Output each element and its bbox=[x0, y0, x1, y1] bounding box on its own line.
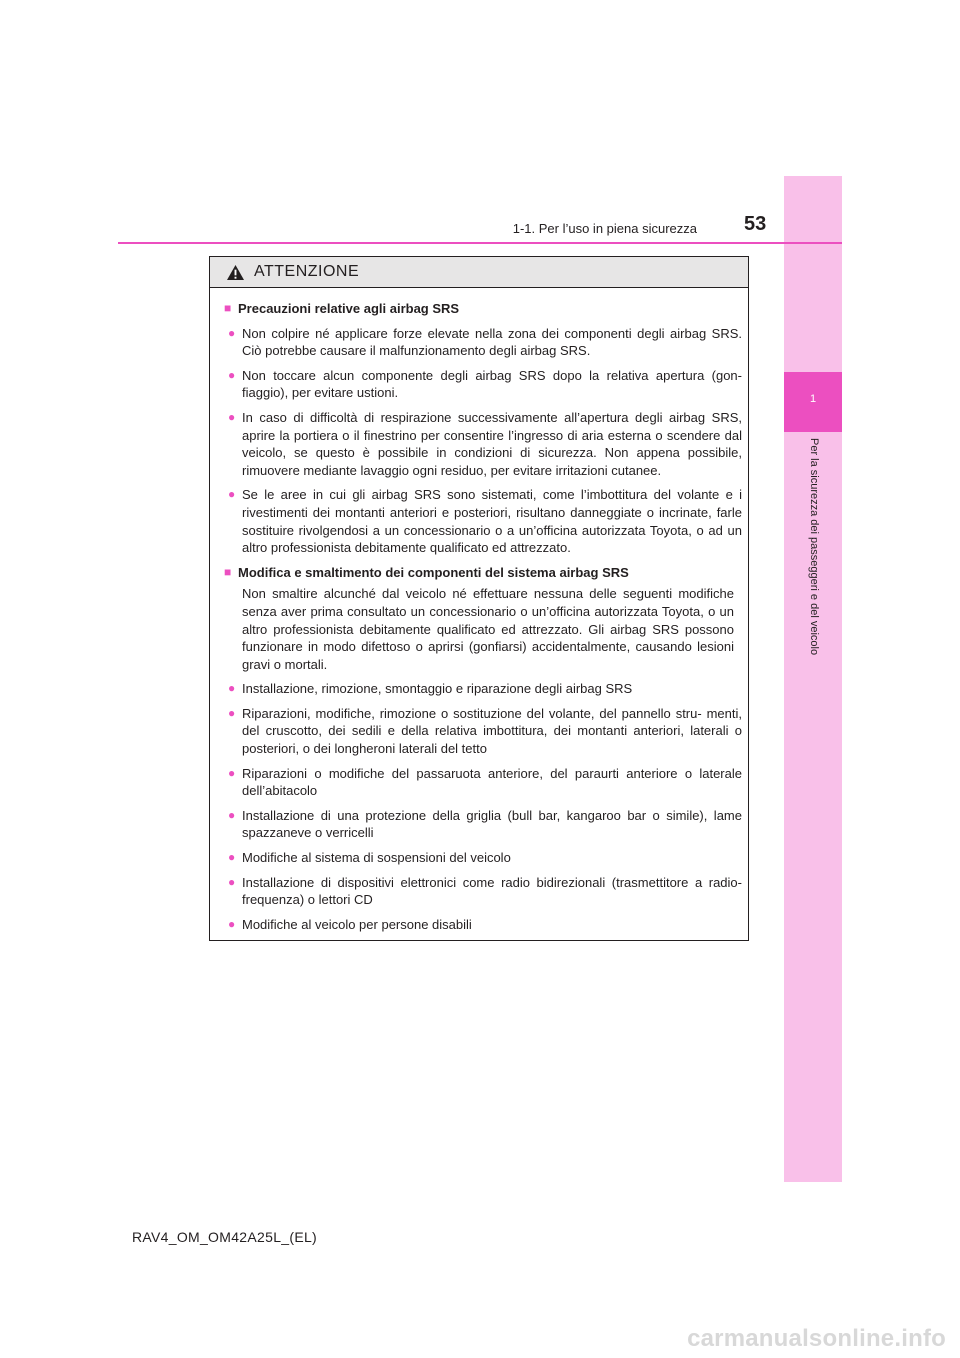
square-bullet-icon: ■ bbox=[224, 564, 232, 579]
page-number: 53 bbox=[744, 213, 767, 235]
dot-bullet-icon: ● bbox=[228, 325, 236, 340]
list-item: ● Modifiche al veicolo per persone disabili bbox=[228, 916, 472, 932]
warning-body bbox=[210, 288, 748, 933]
list-item: ● Riparazioni o modifiche del passaruota anteriore, del paraurti anteriore o laterale dell’abitacolo bbox=[228, 765, 742, 799]
section-heading: ■ Modifica e smaltimento dei componenti del sistema airbag SRS bbox=[224, 564, 629, 580]
list-item: ● Non colpire né applicare forze elevate nella zona dei componenti degli airbag SRS. Ciò potrebbe causare il malfunzionamento degli airbag SRS. bbox=[228, 325, 742, 359]
dot-bullet-icon: ● bbox=[228, 409, 236, 424]
dot-bullet-icon: ● bbox=[228, 765, 236, 780]
watermark[interactable]: carmanualsonline.info bbox=[687, 1325, 946, 1352]
dot-bullet-icon: ● bbox=[228, 850, 236, 865]
dot-bullet-icon: ● bbox=[228, 487, 236, 502]
warning-header bbox=[210, 257, 748, 288]
dot-bullet-icon: ● bbox=[228, 874, 236, 889]
dot-bullet-icon: ● bbox=[228, 681, 236, 696]
chapter-number: 1 bbox=[809, 393, 817, 405]
list-item: ● Non toccare alcun componente degli airbag SRS dopo la relativa apertura (gon- fiaggio), per evitare ustioni. bbox=[228, 367, 742, 401]
section-heading: ■ Precauzioni relative agli airbag SRS bbox=[224, 301, 460, 316]
dot-bullet-icon: ● bbox=[228, 705, 236, 720]
list-item: ● Installazione, rimozione, smontaggio e riparazione degli airbag SRS bbox=[228, 681, 633, 697]
warning-title: ATTENZIONE bbox=[254, 263, 360, 280]
dot-bullet-icon: ● bbox=[228, 367, 236, 382]
warning-triangle-icon bbox=[226, 264, 245, 281]
list-item: ● In caso di difficoltà di respirazione successivamente all’apertura degli airbag SRS, aprire la portiera o il finestrino per consentire l’ingresso di aria esterna o scendere dal veicolo, se questo è possibile in condizioni di sicurezza. Non appena possibile, rimuovere mediante lavaggio ogni residuo, per evitare irritazioni cutanee. bbox=[228, 409, 742, 478]
list-item: ● Modifiche al sistema di sospensioni del veicolo bbox=[228, 850, 511, 866]
dot-bullet-icon: ● bbox=[228, 807, 236, 822]
document-code: RAV4_OM_OM42A25L_(EL) bbox=[132, 1229, 318, 1245]
section-title: 1-1. Per l’uso in piena sicurezza bbox=[512, 221, 697, 236]
chapter-title: Per la sicurezza dei passeggeri e del veicolo bbox=[808, 438, 820, 656]
square-bullet-icon: ■ bbox=[224, 301, 232, 315]
list-item: ● Se le aree in cui gli airbag SRS sono sistemati, come l’imbottitura del volante e i rivestimenti dei montanti anteriori e posteriori, risultano danneggiate o incrinate, farle sostituire rivolgendosi a un concessionario o a un’officina autorizzata Toyota, o ad un altro professionista debitamente qualificato ed attrezzato. bbox=[228, 487, 742, 556]
list-item: ● Installazione di dispositivi elettronici come radio bidirezionali (trasmettitore a radio- frequenza) o lettori CD bbox=[228, 874, 742, 908]
header-divider bbox=[118, 242, 842, 244]
dot-bullet-icon: ● bbox=[228, 916, 236, 931]
list-item: ● Installazione di una protezione della griglia (bull bar, kangaroo bar o simile), lame spazzaneve o verricelli bbox=[228, 807, 742, 841]
list-item: ● Riparazioni, modifiche, rimozione o sostituzione del volante, del pannello stru- menti, del cruscotto, dei sedili e della relativa imbottitura, dei montanti anteriori, laterali o posteriori, o dei longheroni laterali del tetto bbox=[228, 705, 742, 757]
warning-box bbox=[209, 256, 749, 941]
section-paragraph: Non smaltire alcunché dal veicolo né effettuare nessuna delle seguenti modifiche senza aver prima consultato un concessionario o un’officina autorizzata Toyota, o un altro professionista debitamente qualificato ed attrezzato. Gli airbag SRS possono funzionare in modo difettoso o aprirsi (gonfiarsi) accidentalmente, causando lesioni gravi o mortali. bbox=[242, 586, 734, 672]
